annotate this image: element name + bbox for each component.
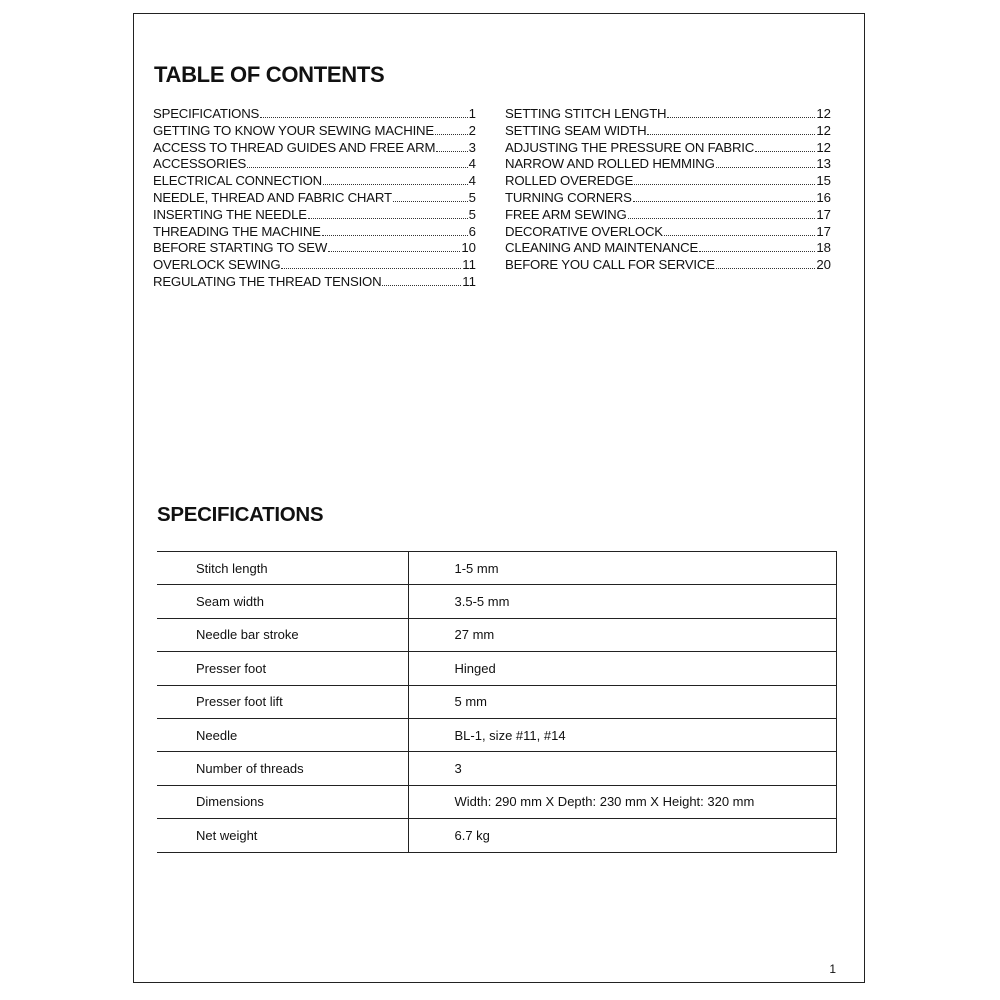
specifications-table xyxy=(157,551,837,853)
toc-leader-dots xyxy=(716,156,816,168)
specifications-title: SPECIFICATIONS xyxy=(157,503,324,526)
toc-entry-label: FREE ARM SEWING xyxy=(505,206,627,222)
toc-left-column xyxy=(153,106,476,291)
toc-entry-label: TURNING CORNERS xyxy=(505,189,632,205)
spec-value: 1-5 mm xyxy=(408,552,837,585)
toc-entry-page: 5 xyxy=(468,189,476,205)
toc-entry xyxy=(505,224,831,241)
table-row xyxy=(157,785,837,818)
toc-leader-dots xyxy=(436,140,467,152)
toc-entry-page: 10 xyxy=(461,240,476,256)
toc-entry-page: 1 xyxy=(468,106,476,121)
page-number: 1 xyxy=(829,962,836,976)
spec-value: 6.7 kg xyxy=(408,819,837,852)
toc-entry-page: 12 xyxy=(816,139,831,155)
toc-leader-dots xyxy=(247,156,468,168)
toc-leader-dots xyxy=(634,173,815,185)
manual-page xyxy=(133,13,865,983)
toc-entry xyxy=(153,140,476,157)
toc-entry-page: 6 xyxy=(468,223,476,239)
toc-entry-page: 17 xyxy=(816,223,831,239)
toc-entry-page: 11 xyxy=(462,273,476,289)
toc-entry-label: BEFORE YOU CALL FOR SERVICE xyxy=(505,257,715,273)
toc-entry xyxy=(153,207,476,224)
spec-property: Presser foot lift xyxy=(157,685,408,718)
toc-entry-page: 4 xyxy=(468,156,476,172)
toc-leader-dots xyxy=(260,106,468,118)
toc-leader-dots xyxy=(323,173,468,185)
toc-entry xyxy=(153,156,476,173)
table-row xyxy=(157,585,837,618)
toc-leader-dots xyxy=(628,207,816,219)
toc-entry-page: 4 xyxy=(468,173,476,189)
toc-title: TABLE OF CONTENTS xyxy=(154,62,385,87)
toc-leader-dots xyxy=(308,207,468,219)
toc-leader-dots xyxy=(435,123,468,135)
table-row xyxy=(157,552,837,585)
toc-entry-label: ROLLED OVEREDGE xyxy=(505,173,634,189)
toc-entry-page: 12 xyxy=(816,106,831,121)
toc-entry xyxy=(153,173,476,190)
toc-entry-label: REGULATING THE THREAD TENSION xyxy=(153,273,382,289)
toc-entry-page: 2 xyxy=(468,122,476,138)
toc-leader-dots xyxy=(755,140,815,152)
spec-property: Needle bar stroke xyxy=(157,618,408,651)
toc-entry-page: 18 xyxy=(816,240,831,256)
toc-entry-label: ADJUSTING THE PRESSURE ON FABRIC xyxy=(505,139,755,155)
spec-property: Presser foot xyxy=(157,652,408,685)
toc-entry-label: SETTING SEAM WIDTH xyxy=(505,122,647,138)
spec-value: 5 mm xyxy=(408,685,837,718)
toc-leader-dots xyxy=(647,123,815,135)
toc-entry xyxy=(505,190,831,207)
toc-entry-page: 15 xyxy=(816,173,831,189)
table-row xyxy=(157,718,837,751)
toc-entry-page: 5 xyxy=(468,206,476,222)
toc-entry xyxy=(153,224,476,241)
toc-entry-label: OVERLOCK SEWING xyxy=(153,257,281,273)
toc-entry xyxy=(153,240,476,257)
spec-value: 27 mm xyxy=(408,618,837,651)
toc-entry-label: SPECIFICATIONS xyxy=(153,106,260,121)
toc-leader-dots xyxy=(322,224,468,236)
table-row xyxy=(157,752,837,785)
toc-entry xyxy=(505,240,831,257)
toc-entry-label: GETTING TO KNOW YOUR SEWING MACHINE xyxy=(153,122,434,138)
toc-entry-page: 17 xyxy=(816,206,831,222)
toc-right-column xyxy=(505,106,831,274)
toc-leader-dots xyxy=(667,106,815,118)
spec-value: 3.5-5 mm xyxy=(408,585,837,618)
toc-leader-dots xyxy=(716,257,816,269)
toc-entry-label: NEEDLE, THREAD AND FABRIC CHART xyxy=(153,189,392,205)
toc-entry-page: 12 xyxy=(816,122,831,138)
toc-entry-label: THREADING THE MACHINE xyxy=(153,223,321,239)
toc-leader-dots xyxy=(281,257,461,269)
spec-property: Stitch length xyxy=(157,552,408,585)
toc-leader-dots xyxy=(328,240,460,252)
toc-entry-label: ACCESS TO THREAD GUIDES AND FREE ARM xyxy=(153,139,436,155)
toc-entry-label: NARROW AND ROLLED HEMMING xyxy=(505,156,715,172)
spec-value: BL-1, size #11, #14 xyxy=(408,718,837,751)
toc-entry xyxy=(505,257,831,274)
toc-entry xyxy=(505,106,831,123)
toc-entry-label: ELECTRICAL CONNECTION xyxy=(153,173,322,189)
spec-value: Hinged xyxy=(408,652,837,685)
toc-entry xyxy=(505,173,831,190)
toc-entry-page: 20 xyxy=(816,257,831,273)
spec-property: Number of threads xyxy=(157,752,408,785)
toc-leader-dots xyxy=(633,190,816,202)
spec-property: Net weight xyxy=(157,819,408,852)
toc-leader-dots xyxy=(664,224,815,236)
toc-entry-page: 3 xyxy=(468,139,476,155)
toc-entry xyxy=(505,207,831,224)
toc-entry xyxy=(505,156,831,173)
toc-entry-page: 11 xyxy=(462,257,476,273)
table-row xyxy=(157,685,837,718)
toc-leader-dots xyxy=(393,190,468,202)
toc-entry-label: ACCESSORIES xyxy=(153,156,247,172)
spec-value: 3 xyxy=(408,752,837,785)
spec-property: Dimensions xyxy=(157,785,408,818)
spec-property: Seam width xyxy=(157,585,408,618)
toc-leader-dots xyxy=(699,240,815,252)
toc-entry-label: CLEANING AND MAINTENANCE xyxy=(505,240,699,256)
toc-leader-dots xyxy=(382,274,461,286)
toc-entry-page: 16 xyxy=(816,189,831,205)
toc-entry xyxy=(153,106,476,123)
toc-entry-label: INSERTING THE NEEDLE xyxy=(153,206,307,222)
spec-value: Width: 290 mm X Depth: 230 mm X Height: 320 mm xyxy=(408,785,837,818)
spec-property: Needle xyxy=(157,718,408,751)
toc-entry xyxy=(505,123,831,140)
toc-entry xyxy=(153,257,476,274)
toc-entry-label: DECORATIVE OVERLOCK xyxy=(505,223,663,239)
toc-entry-page: 13 xyxy=(816,156,831,172)
toc-entry xyxy=(153,274,476,291)
toc-entry xyxy=(153,123,476,140)
table-row xyxy=(157,618,837,651)
toc-entry xyxy=(505,140,831,157)
table-row xyxy=(157,819,837,852)
toc-entry-label: SETTING STITCH LENGTH xyxy=(505,106,667,121)
table-row xyxy=(157,652,837,685)
toc-entry xyxy=(153,190,476,207)
toc-entry-label: BEFORE STARTING TO SEW xyxy=(153,240,328,256)
